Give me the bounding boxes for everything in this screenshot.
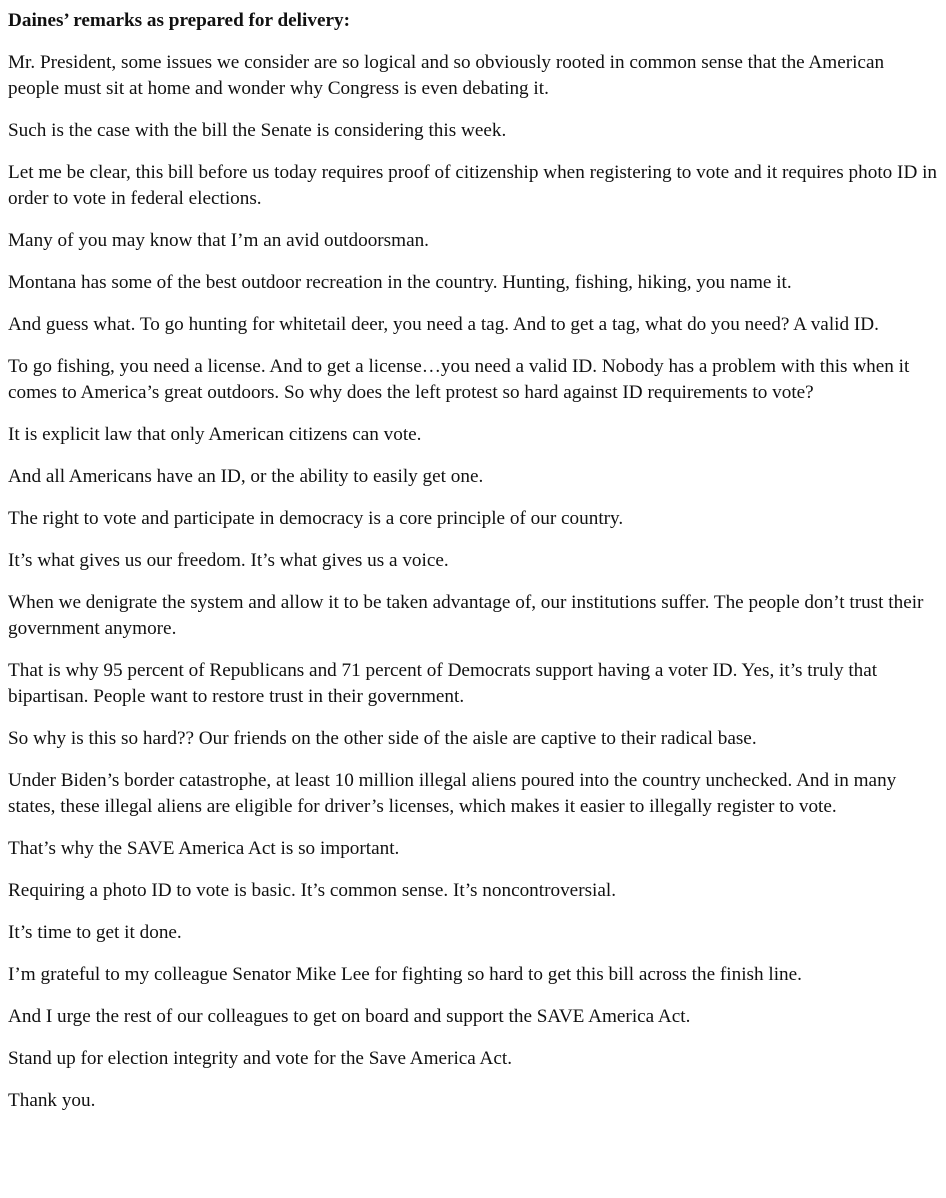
- paragraph: So why is this so hard?? Our friends on the other side of the aisle are captive to their radical base.: [8, 728, 757, 749]
- paragraph: That is why 95 percent of Republicans and 71 percent of Democrats support having a voter ID. Yes, it’s truly that bipartisan. People want to restore trust in their government.: [8, 660, 878, 707]
- document-body: [8, 8, 938, 1114]
- paragraph: It’s time to get it done.: [8, 922, 182, 943]
- paragraph: Thank you.: [8, 1090, 96, 1111]
- paragraph: And I urge the rest of our colleagues to get on board and support the SAVE America Act.: [8, 1006, 691, 1027]
- paragraph: It is explicit law that only American citizens can vote.: [8, 424, 422, 445]
- paragraph: That’s why the SAVE America Act is so important.: [8, 838, 400, 859]
- paragraph: Let me be clear, this bill before us today requires proof of citizenship when registering to vote and it requires photo ID in order to vote in federal elections.: [8, 162, 938, 209]
- paragraph: To go fishing, you need a license. And to get a license…you need a valid ID. Nobody has a problem with this when it comes to America’s great outdoors. So why does the left protest so hard against ID requirements to vote?: [8, 356, 910, 403]
- paragraph: Under Biden’s border catastrophe, at least 10 million illegal aliens poured into the country unchecked. And in many states, these illegal aliens are eligible for driver’s licenses, which makes it easier to illegally register to vote.: [8, 770, 897, 817]
- paragraph: Stand up for election integrity and vote for the Save America Act.: [8, 1048, 513, 1069]
- paragraph: I’m grateful to my colleague Senator Mike Lee for fighting so hard to get this bill across the finish line.: [8, 964, 802, 985]
- document-heading: Daines’ remarks as prepared for delivery:: [8, 10, 350, 31]
- paragraph: And all Americans have an ID, or the ability to easily get one.: [8, 466, 484, 487]
- paragraph: And guess what. To go hunting for whitetail deer, you need a tag. And to get a tag, what do you need? A valid ID.: [8, 314, 879, 335]
- paragraph: Such is the case with the bill the Senate is considering this week.: [8, 120, 507, 141]
- paragraph: The right to vote and participate in democracy is a core principle of our country.: [8, 508, 624, 529]
- paragraph: Mr. President, some issues we consider are so logical and so obviously rooted in common sense that the American people must sit at home and wonder why Congress is even debating it.: [8, 52, 885, 99]
- paragraph: Montana has some of the best outdoor recreation in the country. Hunting, fishing, hiking, you name it.: [8, 272, 792, 293]
- paragraph: Requiring a photo ID to vote is basic. It’s common sense. It’s noncontroversial.: [8, 880, 617, 901]
- paragraph: When we denigrate the system and allow it to be taken advantage of, our institutions suffer. The people don’t trust their government anymore.: [8, 592, 924, 639]
- paragraph: Many of you may know that I’m an avid outdoorsman.: [8, 230, 429, 251]
- paragraph: It’s what gives us our freedom. It’s what gives us a voice.: [8, 550, 449, 571]
